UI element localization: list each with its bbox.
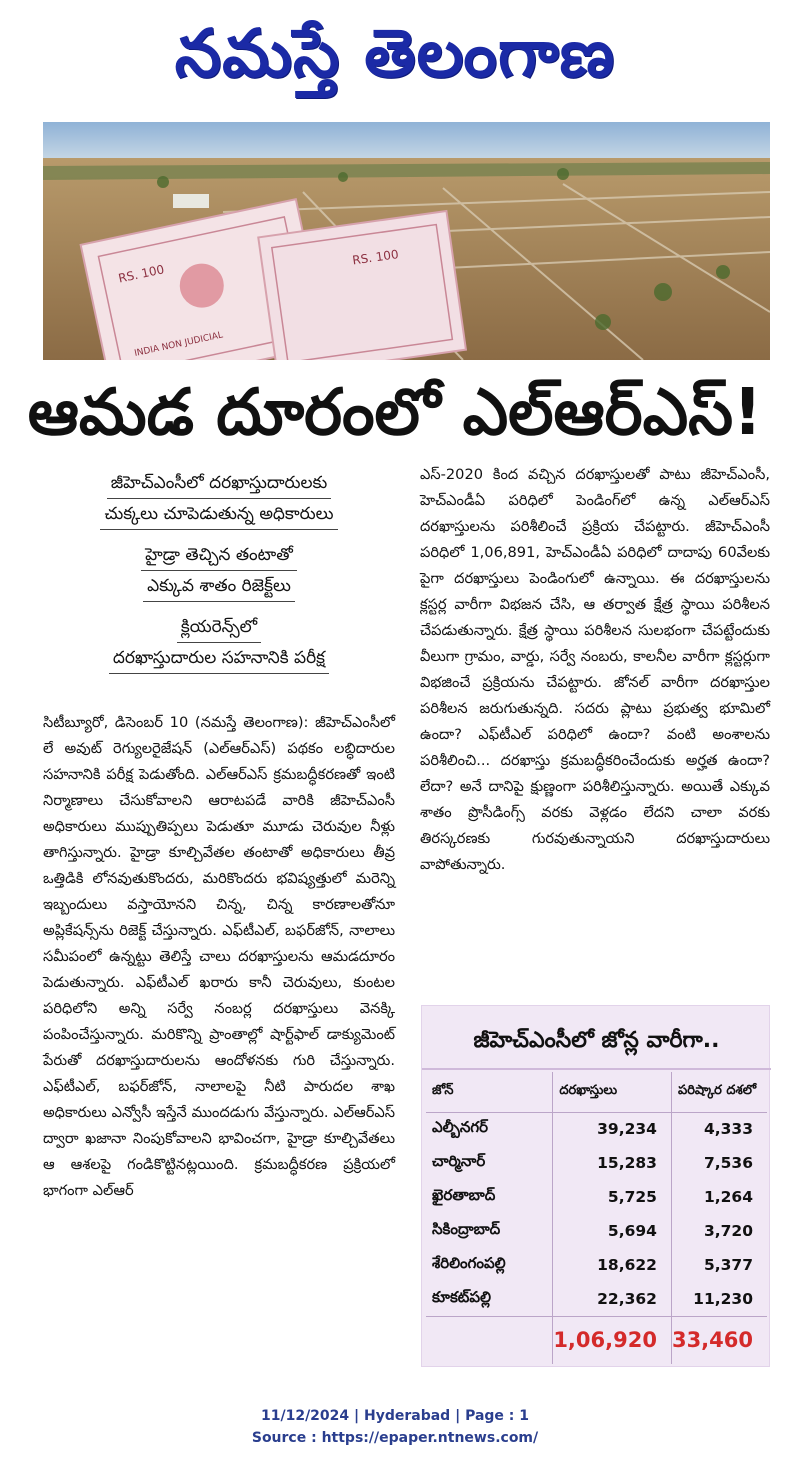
zone-name: కూకట్‌పల్లి xyxy=(432,1287,492,1306)
total-label-cell xyxy=(426,1316,553,1364)
in-process-count: 11,230 xyxy=(671,1282,767,1316)
applications-count: 5,694 xyxy=(553,1214,672,1248)
table-title: జీహెచ్‌ఎంసీలో జోన్ల వారీగా.. xyxy=(473,1028,720,1053)
table-header-row xyxy=(426,1072,767,1112)
table-row xyxy=(426,1248,767,1282)
applications-count: 5,725 xyxy=(553,1180,672,1214)
applications-count: 22,362 xyxy=(553,1282,672,1316)
deck-line: చుక్కలు చూపెడుతున్న అధికారులు xyxy=(100,499,337,530)
applications-count: 39,234 xyxy=(553,1112,672,1146)
article-body-right: ఎస్‌-2020 కింద వచ్చిన దరఖాస్తులతో పాటు జీహెచ్‌ఎంసీ, హెచ్‌ఎండీఏ పరిధిలో పెండింగ్‌లో ఉన్న ఎల్‌ఆర్‌ఎస్‌ దరఖాస్తులను పరిశీలించే ప్రక్రియ చేపట్టారు. జీహెచ్‌ఎంసీ పరిధిలో 1,06,891, హెచ్‌ఎండీఏ పరిధిలో దాదాపు 60వేలకు పైగా దరఖాస్తులు పెండింగులో ఉన్నాయి. ఈ దరఖాస్తులను క్లస్టర్ల వారీగా విభజన చేసి, ఆ తర్వాత క్షేత్ర స్థాయి పరిశీలన చేపడుతున్నారు. క్షేత్ర స్థాయి పరిశీలన సులభంగా చేపట్టేందుకు వీలుగా గ్రామం, వార్డు, సర్వే నంబరు, కాలనీల వారీగా క్లస్టర్లుగా విభజించే ప్రక్రియను చేపట్టారు. జోనల్‌ వారీగా దరఖాస్తుల పరిశీలన జరుగుతున్నది. సదరు ప్లాటు ప్రభుత్వ భూమిలో ఉందా? ఎఫ్‌టీఎల్‌ పరిధిలో ఉందా? వంటి అంశాలను పరిశీలించి... దరఖాస్తు క్రమబద్ధీకరించేందుకు అర్హత ఉందా? లేదా? అనే దానిపై క్షుణ్ణంగా పరిశీలిస్తున్నారు. అయితే ఎక్కువ శాతం ప్రొసీడింగ్స్‌ వరకు వెళ్లడం లేదని చాలా వరకు తిరస్కరణకు గురవుతున్నాయని దరఖాస్తుదారులు వాపోతున్నారు. xyxy=(420,466,770,873)
total-in-process: 33,460 xyxy=(671,1316,767,1364)
header-applications: దరఖాస్తులు xyxy=(553,1072,672,1112)
zone-table-box xyxy=(421,1005,770,1367)
table-total-row xyxy=(426,1316,767,1364)
applications-count: 18,622 xyxy=(553,1248,672,1282)
zone-name: ఖైరతాబాద్‌ xyxy=(432,1186,496,1204)
in-process-count: 1,264 xyxy=(671,1180,767,1214)
deck-group-1 xyxy=(43,464,395,536)
deck-line: హైడ్రా తెచ్చిన తంటాతో xyxy=(141,540,297,571)
article-body-left: సిటీబ్యూరో, డిసెంబర్‌ 10 (నమస్తే తెలంగాణ): జీహెచ్‌ఎంసీలో లే అవుట్‌ రెగ్యులరైజేషన్‌ (ఎల్‌ఆర్‌ఎస్‌) పథకం లబ్ధిదారుల సహనానికి పరీక్ష పెడుతోంది. ఎల్‌ఆర్‌ఎస్‌ క్రమబద్ధీకరణతో ఇంటి నిర్మాణాలు చేసుకోవాలని ఆరాటపడే వారికి జీహెచ్‌ఎంసీ అధికారులు ముప్పుతిప్పలు పెడుతూ మూడు చెరువుల నీళ్లు తాగిస్తున్నారు. హైడ్రా కూల్చివేతల తంటాతో అధికారులు తీవ్ర ఒత్తిడికి లోనవుతుకొందరు, మరికొందరు భవిష్యత్తులో మరెన్ని ఇబ్బందులు వస్తాయోనని చిన్న, చిన్న కారణాలతోనూ అప్లికేషన్స్‌ను రిజెక్ట్‌ చేస్తున్నారు. ఎఫ్‌టీఎల్‌, బఫర్‌జోన్‌, నాలాలు సమీపంలో ఉన్నట్టు తెలిస్తే చాలు దరఖాస్తులను ఆమడదూరం పెడుతున్నారు. ఎఫ్‌టీఎల్‌ ఖరారు కానీ చెరువులు, కుంటల పరిధిలోని అన్ని సర్వే నంబర్ల దరఖాస్తులు వెనక్కి పంపించేస్తున్నారు. మరికొన్ని ప్రాంతాల్లో షార్ట్‌ఫాల్‌ డాక్యుమెంట్‌ పేరుతో దరఖాస్తుదారులను ఆందోళనకు గురి చేస్తున్నారు. ఎఫ్‌టీఎల్‌, బఫర్‌జోన్‌, నాలాలపై నీటి పారుదల శాఖ అధికారులు ఎన్వోసీ ఇస్తేనే ముందడుగు వేస్తున్నారు. ఎల్‌ఆర్‌ఎస్‌ ద్వారా ఖజానా నింపుకోవాలని భావించగా, హైడ్రా కూల్చివేతలు ఆ ఆశలపై గండికొట్టినట్లయింది. క్రమబద్ధీకరణ ప్రక్రియలో భాగంగా ఎల్‌ఆర్‌ xyxy=(43,714,395,1199)
zone-table xyxy=(426,1072,767,1364)
page-footer xyxy=(0,1405,790,1449)
deck-group-3 xyxy=(43,608,395,680)
land-layout-image xyxy=(43,122,770,360)
table-row xyxy=(426,1146,767,1180)
masthead xyxy=(0,0,790,110)
deck-group-2 xyxy=(43,536,395,608)
zone-name: శేరిలింగంపల్లి xyxy=(432,1254,506,1272)
deck-line: ఎక్కువ శాతం రిజెక్ట్‌లు xyxy=(143,571,295,602)
applications-count: 15,283 xyxy=(553,1146,672,1180)
table-row xyxy=(426,1214,767,1248)
footer-date-line: 11/12/2024 | Hyderabad | Page : 1 xyxy=(260,1408,530,1424)
in-process-count: 4,333 xyxy=(671,1112,767,1146)
zone-name: సికింద్రాబాద్‌ xyxy=(432,1220,501,1238)
in-process-count: 5,377 xyxy=(671,1248,767,1282)
article-photo xyxy=(43,122,770,360)
in-process-count: 7,536 xyxy=(671,1146,767,1180)
newspaper-title: నమస్తే తెలంగాణ xyxy=(174,14,616,92)
deck-block xyxy=(43,464,395,680)
footer-source-link[interactable]: Source : https://epaper.ntnews.com/ xyxy=(251,1430,539,1446)
deck-line: క్లియరెన్స్‌లో xyxy=(177,612,261,643)
header-zone: జోన్‌ xyxy=(426,1072,553,1112)
deck-line: జీహెచ్‌ఎంసీలో దరఖాస్తుదారులకు xyxy=(107,468,332,499)
zone-name: చార్మినార్‌ xyxy=(432,1152,486,1170)
table-row xyxy=(426,1180,767,1214)
svg-text:RS. 100: RS. 100 xyxy=(351,247,400,268)
zone-name: ఎల్బీనగర్‌ xyxy=(432,1118,489,1137)
in-process-count: 3,720 xyxy=(671,1214,767,1248)
article-headline: ఆమడ దూరంలో ఎల్‌ఆర్‌ఎస్‌! xyxy=(27,376,763,450)
total-applications: 1,06,920 xyxy=(553,1316,672,1364)
svg-text:INDIA NON JUDICIAL: INDIA NON JUDICIAL xyxy=(133,330,224,359)
deck-line: దరఖాస్తుదారుల సహనానికి పరీక్ష xyxy=(109,643,329,674)
table-row xyxy=(426,1282,767,1316)
header-in-process: పరిష్కార దశలో xyxy=(671,1072,767,1112)
divider xyxy=(422,1068,771,1070)
table-row xyxy=(426,1112,767,1146)
svg-text:RS. 100: RS. 100 xyxy=(117,262,166,286)
